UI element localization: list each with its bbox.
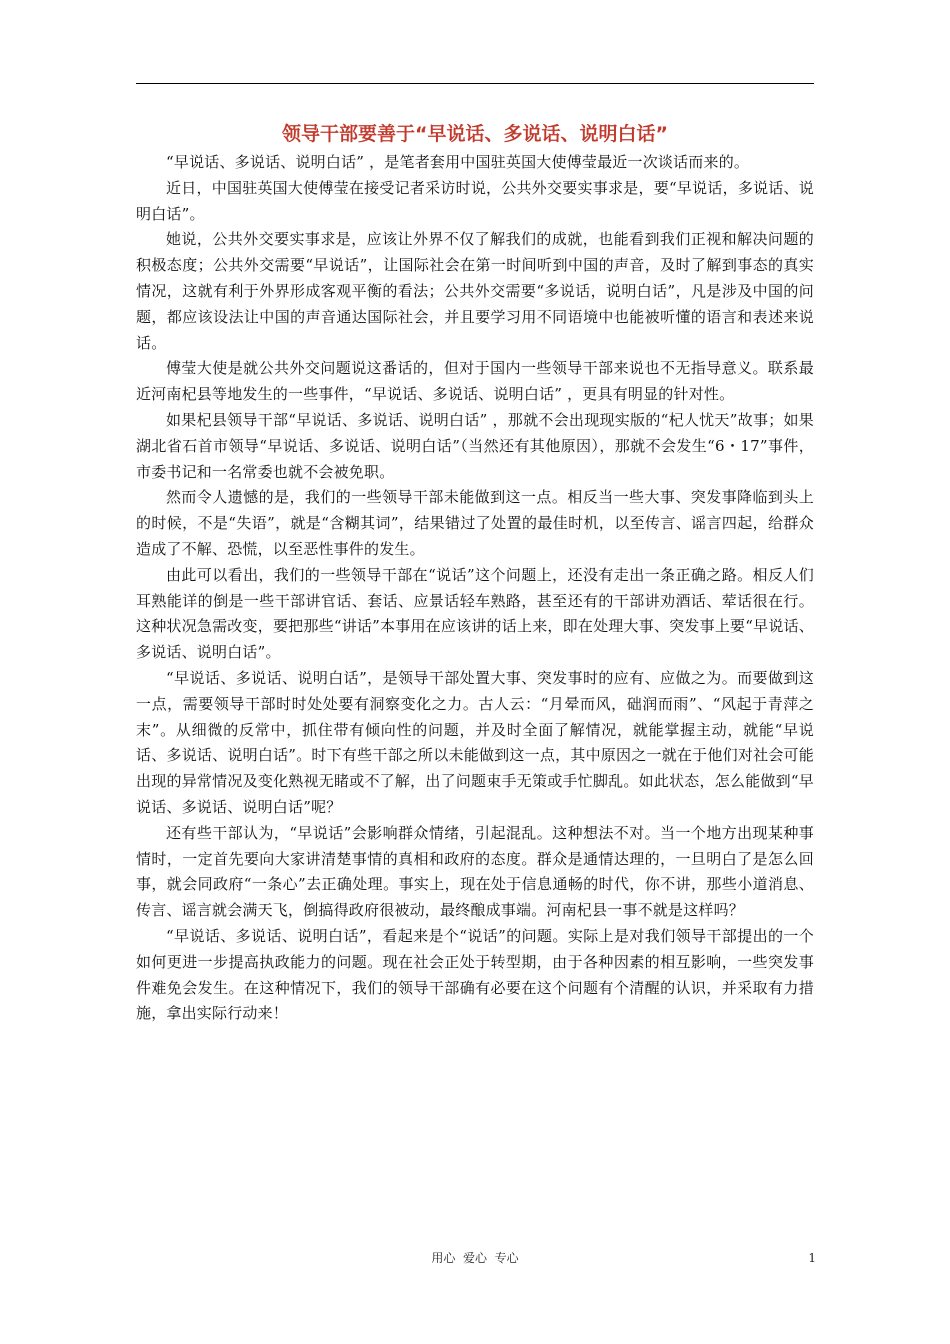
paragraph: “早说话、多说话、说明白话”，看起来是个“说话”的问题。实际上是对我们领导干部提出的一个如何更进一步提高执政能力的问题。现在社会正处于转型期，由于各种因素的相互影响，一些突发事件难免会发生。在这种情况下，我们的领导干部确有必要在这个问题有个清醒的认识，并采取有力措施，拿出实际行动来！ (136, 926, 814, 1023)
document-title: 领导干部要善于“早说话、多说话、说明白话” (282, 123, 668, 145)
paragraph: “早说话、多说话、说明白话”，是领导干部处置大事、突发事时的应有、应做之为。而要做到这一点，需要领导干部时时处处要有洞察变化之力。古人云：“月晕而风，础润而雨”、“风起于青萍之末”。从细微的反常中，抓住带有倾向性的问题，并及时全面了解情况，就能掌握主动，就能“早说话、多说话、说明白话”。时下有些干部之所以未能做到这一点，其中原因之一就在于他们对社会可能出现的异常情况及变化熟视无睹或不了解，出了问题束手无策或手忙脚乱。如此状态，怎么能做到“早说话、多说话、说明白话”呢？ (136, 668, 814, 816)
paragraph: 她说，公共外交要实事求是，应该让外界不仅了解我们的成就，也能看到我们正视和解决问题的积极态度；公共外交需要“早说话”，让国际社会在第一时间听到中国的声音，及时了解到事态的真实情况，这就有利于外界形成客观平衡的看法；公共外交需要“多说话，说明白话”，凡是涉及中国的问题，都应该设法让中国的声音通达国际社会，并且要学习用不同语境中也能被听懂的语言和表述来说话。 (136, 230, 814, 352)
paragraph: “早说话、多说话、说明白话” ，是笔者套用中国驻英国大使傅莹最近一次谈话而来的。 (166, 153, 750, 171)
paragraph: 傅莹大使是就公共外交问题说这番话的，但对于国内一些领导干部来说也不无指导意义。联系最近河南杞县等地发生的一些事件，“早说话、多说话、说明白话” ，更具有明显的针对性。 (136, 359, 814, 404)
document-body (136, 150, 814, 1027)
header-rule (136, 83, 814, 84)
footer-motto: 用心 爱心 专心 (431, 1251, 519, 1265)
page-number: 1 (808, 1251, 816, 1265)
paragraph: 如果杞县领导干部“早说话、多说话、说明白话” ，那就不会出现现实版的“杞人忧天”故事；如果湖北省石首市领导“早说话、多说话、说明白话”（当然还有其他原因），那就不会发生“6・17”事件，市委书记和一名常委也就不会被免职。 (136, 410, 814, 481)
paragraph: 还有些干部认为，“早说话”会影响群众情绪，引起混乱。这种想法不对。当一个地方出现某种事情时，一定首先要向大家讲清楚事情的真相和政府的态度。群众是通情达理的，一旦明白了是怎么回事，就会同政府“一条心”去正确处理。事实上，现在处于信息通畅的时代，你不讲，那些小道消息、传言、谣言就会满天飞，倒搞得政府很被动，最终酿成事端。河南杞县一事不就是这样吗？ (136, 823, 814, 920)
paragraph: 然而令人遗憾的是，我们的一些领导干部未能做到这一点。相反当一些大事、突发事降临到头上的时候，不是“失语”，就是“含糊其词”，结果错过了处置的最佳时机，以至传言、谣言四起，给群众造成了不解、恐慌，以至恶性事件的发生。 (136, 488, 814, 558)
paragraph: 由此可以看出，我们的一些领导干部在“说话”这个问题上，还没有走出一条正确之路。相反人们耳熟能详的倒是一些干部讲官话、套话、应景话轻车熟路，甚至还有的干部讲劝酒话、荤话很在行。这种状况急需改变，要把那些“讲话”本事用在应该讲的话上来，即在处理大事、突发事上要“早说话、多说话、说明白话”。 (136, 565, 814, 662)
paragraph: 近日，中国驻英国大使傅莹在接受记者采访时说，公共外交要实事求是，要“早说话，多说话、说明白话”。 (136, 178, 814, 223)
